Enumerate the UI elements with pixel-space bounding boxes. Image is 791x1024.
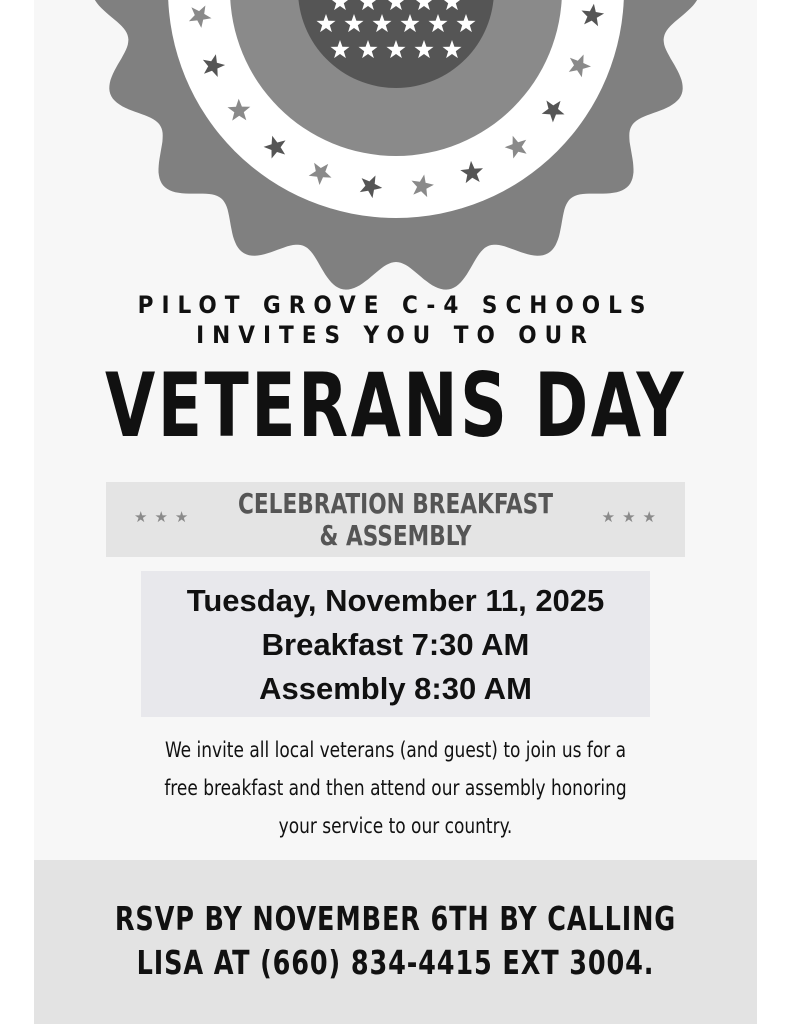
event-details-box [141,571,650,717]
invite-line-invites: INVITES YOU TO OUR [196,321,595,349]
banner-line-celebration: CELEBRATION BREAKFAST [237,487,554,520]
rsvp-deadline: RSVP BY NOVEMBER 6TH BY CALLING [114,899,677,938]
invitation-description: We invite all local veterans (and guest) to join us for a free breakfast and then attend our assembly honoring your service to our country. [164,738,627,838]
flyer-page [34,0,757,1024]
event-title: VETERANS DAY [105,354,686,457]
star-rosette-emblem [34,0,757,300]
decorative-stars-left-icon: ★★★ [134,508,196,526]
breakfast-time: Breakfast 7:30 AM [261,627,530,662]
event-subtitle-banner [106,482,685,557]
event-date: Tuesday, November 11, 2025 [186,583,605,618]
rsvp-footer [34,860,757,1024]
invite-line-school: PILOT GROVE C-4 SCHOOLS [137,291,654,319]
decorative-stars-right-icon: ★★★ [601,508,663,526]
banner-line-assembly: & ASSEMBLY [319,519,472,552]
assembly-time: Assembly 8:30 AM [259,671,532,706]
rsvp-contact: LISA AT (660) 834-4415 EXT 3004. [136,943,655,982]
